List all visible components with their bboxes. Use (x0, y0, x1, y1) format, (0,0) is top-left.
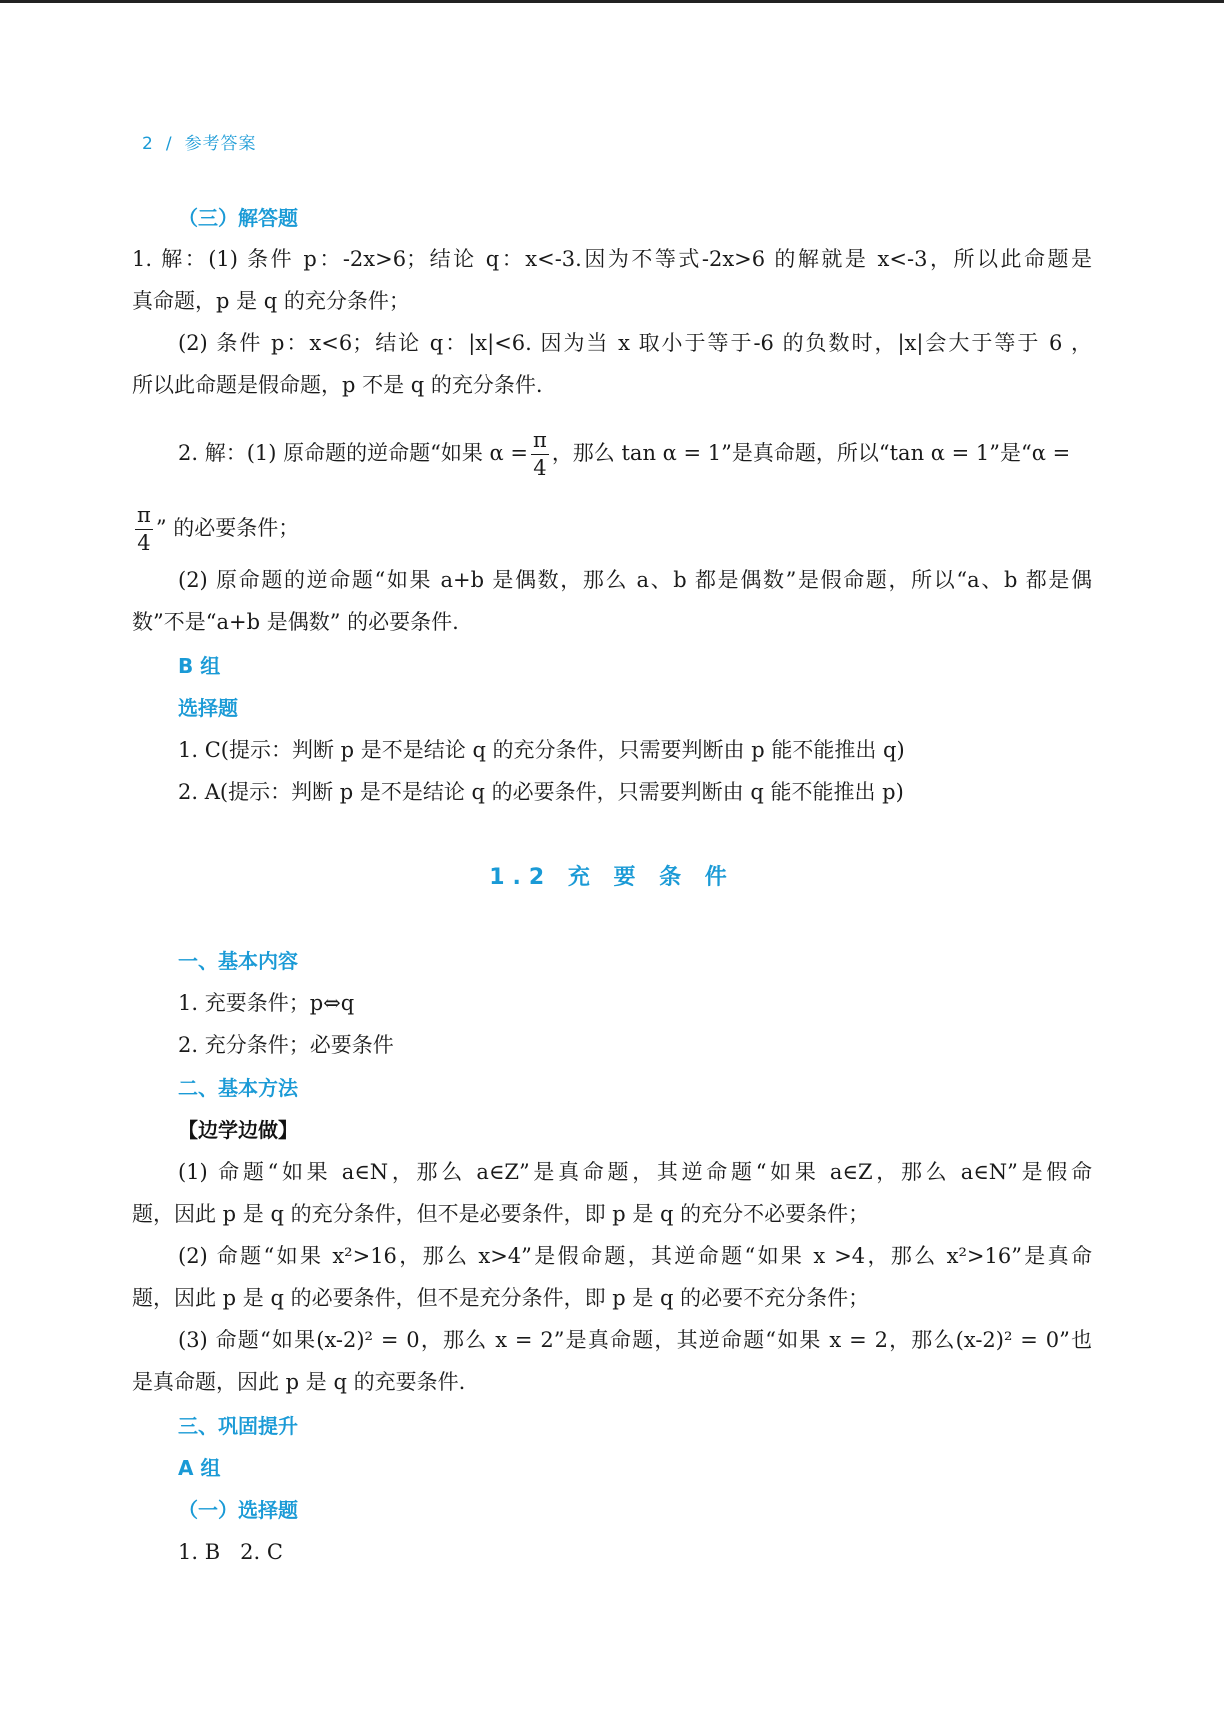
fraction-numerator: π (135, 505, 153, 530)
q1-line-4: 所以此命题是假命题，p 不是 q 的充分条件. (132, 373, 543, 397)
page-number: 2 (142, 134, 154, 154)
page-header (142, 129, 257, 154)
q2-line-1 (178, 430, 1070, 479)
method-2-line-2: 题，因此 p 是 q 的必要条件，但不是充分条件，即 p 是 q 的必要不充分条件； (132, 1286, 870, 1310)
choice-answer-1: 1. C(提示：判断 p 是不是结论 q 的充分条件，只需要判断由 p 能不能推出 q) (178, 738, 905, 762)
section-title: 1.2 充 要 条 件 (489, 865, 735, 890)
method-3-line-2: 是真命题，因此 p 是 q 的充要条件. (132, 1370, 466, 1394)
fraction-pi-over-4 (531, 430, 549, 479)
choice-answers: 1. B 2. C (178, 1540, 283, 1564)
q2-line-1-end: ，那么 tan α = 1”是真命题，所以“tan α = 1”是“α = (551, 441, 1071, 465)
method-3-line-1: (3) 命题“如果(x-2)² = 0，那么 x = 2”是真命题，其逆命题“如果 x = 2，那么(x-2)² = 0”也 (178, 1328, 1092, 1352)
group-a-heading: A 组 (178, 1456, 221, 1480)
choice-section-heading: （一）选择题 (178, 1498, 298, 1522)
choice-answer-2: 2. A(提示：判断 p 是不是结论 q 的必要条件，只需要判断由 q 能不能推出 p) (178, 780, 904, 804)
fraction-denominator: 4 (533, 456, 547, 480)
group-b-heading: B 组 (178, 654, 221, 678)
q2-line-1-start: 2. 解：(1) 原命题的逆命题“如果 α = (178, 441, 528, 465)
q2-line-2-text: ” 的必要条件； (155, 516, 300, 540)
q2-line-3: (2) 原命题的逆命题“如果 a+b 是偶数，那么 a、b 都是偶数”是假命题，所以“a、b 都是偶 (178, 568, 1092, 592)
fraction-denominator: 4 (137, 531, 151, 555)
choice-heading: 选择题 (178, 696, 238, 720)
header-separator: / (165, 134, 173, 154)
q1-line-1: 1. 解：(1) 条件 p：-2x>6；结论 q：x<-3.因为不等式-2x>6 的解就是 x<-3，所以此命题是 (132, 247, 1092, 271)
header-title: 参考答案 (184, 134, 257, 154)
basic-method-heading: 二、基本方法 (178, 1076, 298, 1100)
q1-line-2: 真命题，p 是 q 的充分条件； (132, 289, 410, 313)
basic-content-2: 2. 充分条件；必要条件 (178, 1033, 394, 1057)
fraction-pi-over-4-b (135, 505, 153, 554)
fraction-numerator: π (531, 430, 549, 455)
method-2-line-1: (2) 命题“如果 x²>16，那么 x>4”是假命题，其逆命题“如果 x >4，那么 x²>16”是真命 (178, 1244, 1092, 1268)
q2-line-2 (132, 505, 299, 554)
q1-line-3: (2) 条件 p：x<6；结论 q：|x|<6. 因为当 x 取小于等于-6 的负数时，|x|会大于等于 6 ， (178, 331, 1092, 355)
method-1-line-1: (1) 命题“如果 a∈N，那么 a∈Z”是真命题，其逆命题“如果 a∈Z，那么 a∈N”是假命 (178, 1160, 1092, 1184)
learn-do-heading: 【边学边做】 (178, 1118, 298, 1142)
top-rule (0, 0, 1224, 3)
basic-content-heading: 一、基本内容 (178, 949, 298, 973)
q2-line-4: 数”不是“a+b 是偶数” 的必要条件. (132, 610, 459, 634)
basic-content-1: 1. 充要条件；p⇔q (178, 991, 355, 1015)
consolidate-heading: 三、巩固提升 (178, 1414, 298, 1438)
method-1-line-2: 题，因此 p 是 q 的充分条件，但不是必要条件，即 p 是 q 的充分不必要条件； (132, 1202, 870, 1226)
section-heading-3: （三）解答题 (178, 206, 298, 230)
